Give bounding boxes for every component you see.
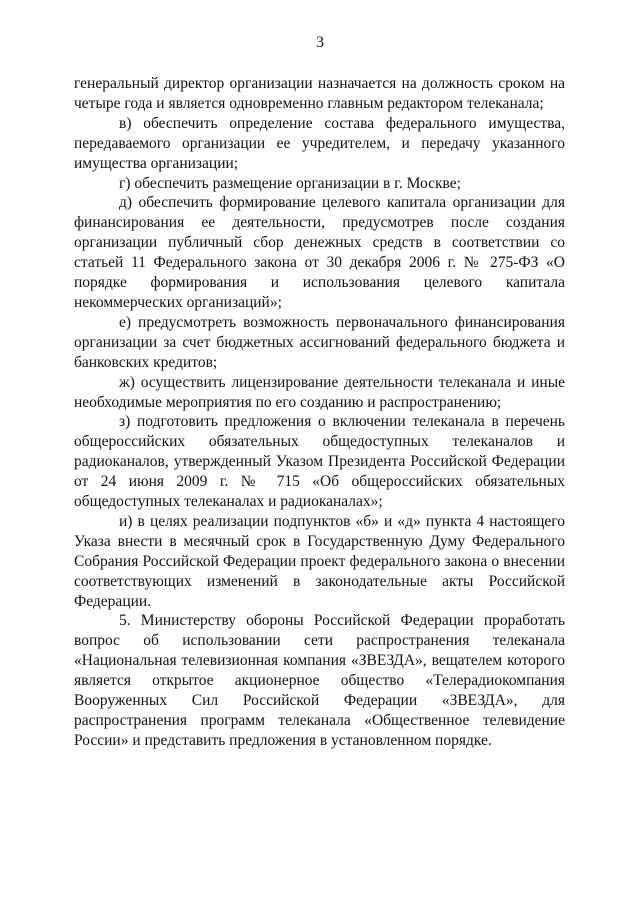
paragraph-director-term: генеральный директор организации назначается на должность сроком на четыре года и является одновременно главным редактором телеканала;: [74, 75, 565, 112]
paragraph-item-g: г) обеспечить размещение организации в г. Москве;: [119, 174, 461, 192]
document-body: [74, 74, 565, 751]
paragraph-item-z: з) подготовить предложения о включении телеканала в перечень общероссийских обязательных общедоступных телеканалов и радиоканалов, утвержденный Указом Президента Российской Федерации от 24 июня 2009 г. № 715 «Об общероссийских обязательных общедоступных телеканалах и радиоканалах»;: [74, 413, 565, 511]
paragraph-item-i: и) в целях реализации подпунктов «б» и «д» пункта 4 настоящего Указа внести в месячный срок в Государственную Думу Федерального Собрания Российской Федерации проект федерального закона о внесении соответствующих изменений в законодательные акты Российской Федерации.: [74, 512, 565, 610]
page-number: 3: [316, 34, 324, 51]
paragraph-item-v: в) обеспечить определение состава федерального имущества, передаваемого организации ее учредителем, и передачу указанного имущества организации;: [74, 114, 565, 172]
paragraph-section-5: 5. Министерству обороны Российской Федерации проработать вопрос об использовании сети распространения телеканала «Национальная телевизионная компания «ЗВЕЗДА», вещателем которого является открытое акционерное общество «Телерадиокомпания Вооруженных Сил Российской Федерации «ЗВЕЗДА», для распространения программ телеканала «Общественное телевидение России» и представить предложения в установленном порядке.: [74, 612, 565, 749]
paragraph-item-e: е) предусмотреть возможность первоначального финансирования организации за счет бюджетных ассигнований федерального бюджета и банковских кредитов;: [74, 313, 565, 371]
paragraph-item-d: д) обеспечить формирование целевого капитала организации для финансирования ее деятельности, предусмотрев после создания организации публичный сбор денежных средств в соответствии со статьей 11 Федерального закона от 30 декабря 2006 г. № 275-ФЗ «О порядке формирования и использования целевого капитала некоммерческих организаций»;: [74, 194, 565, 311]
paragraph-item-zh: ж) осуществить лицензирование деятельности телеканала и иные необходимые мероприятия по его созданию и распространению;: [74, 373, 565, 411]
